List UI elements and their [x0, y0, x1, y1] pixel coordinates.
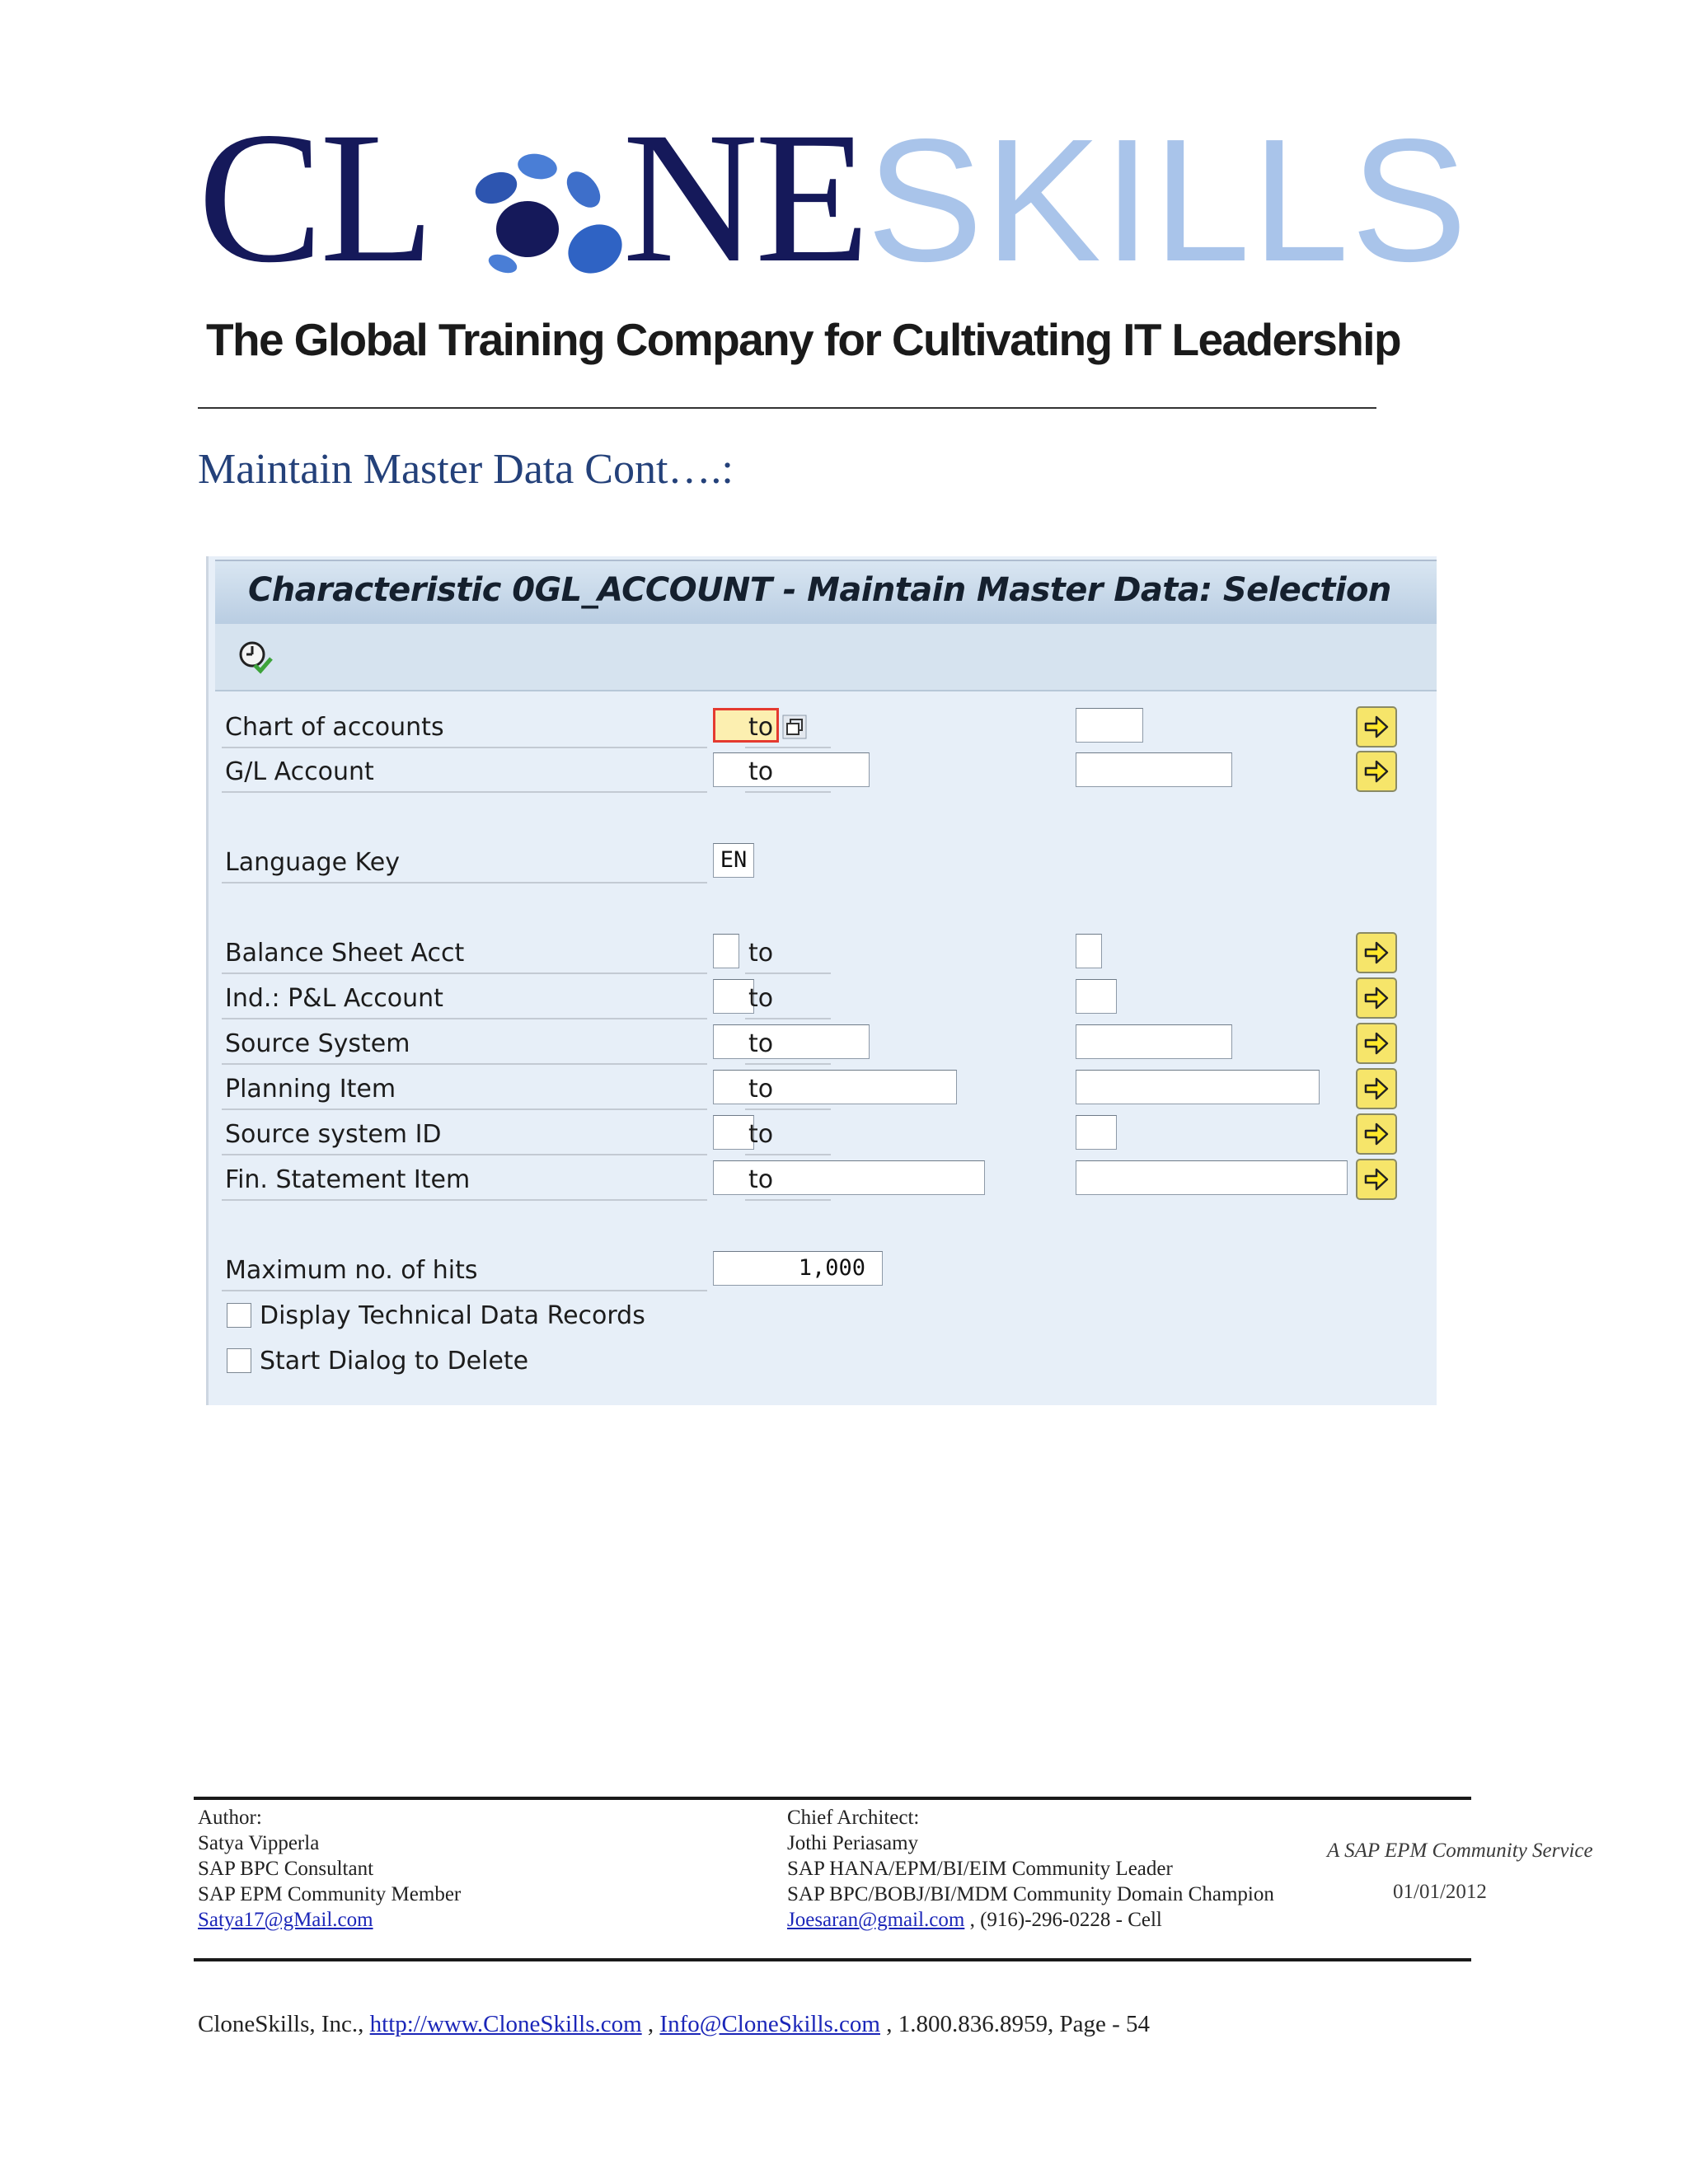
source-system-to-input[interactable]	[1076, 1024, 1232, 1059]
multiple-selection-arrow-icon[interactable]	[1356, 1113, 1397, 1155]
planning-item-to-input[interactable]	[1076, 1070, 1320, 1104]
chief-heading: Chief Architect:	[787, 1807, 920, 1829]
to-label: to	[745, 976, 831, 1019]
sap-application-toolbar	[215, 624, 1437, 691]
company-contact-line	[198, 2011, 1150, 2038]
page-heading: Maintain Master Data Cont….:	[198, 446, 734, 493]
gl-account-label: G/L Account	[222, 749, 707, 793]
header-divider	[198, 407, 1376, 409]
logo-wordmark	[198, 94, 1470, 302]
author-name: Satya Vipperla	[198, 1832, 320, 1854]
community-service-note: A SAP EPM Community Service	[1327, 1840, 1593, 1862]
row-planning-item	[222, 1066, 1425, 1111]
footer-top-divider	[194, 1797, 1471, 1800]
balance-sheet-acct-from-input[interactable]	[713, 934, 739, 968]
phone-and-page: , 1.800.836.8959, Page - 54	[879, 2011, 1151, 2037]
balance-sheet-acct-label: Balance Sheet Acct	[222, 930, 707, 974]
row-maximum-hits	[222, 1248, 1425, 1292]
multiple-selection-arrow-icon[interactable]	[1356, 977, 1397, 1019]
start-dialog-delete-checkbox[interactable]	[227, 1348, 251, 1373]
display-technical-data-checkbox[interactable]	[227, 1303, 251, 1328]
source-system-id-label: Source system ID	[222, 1112, 707, 1155]
row-display-technical-data	[222, 1293, 1425, 1338]
website-link[interactable]: http://www.CloneSkills.com	[369, 2011, 642, 2037]
chart-of-accounts-to-input[interactable]	[1076, 708, 1143, 743]
separator: ,	[641, 2011, 660, 2037]
fin-statement-item-label: Fin. Statement Item	[222, 1157, 707, 1201]
chief-phone: , (916)-296-0228 - Cell	[964, 1909, 1162, 1931]
multiple-selection-arrow-icon[interactable]	[1356, 1159, 1397, 1200]
row-language-key	[222, 840, 1425, 884]
row-chart-of-accounts	[222, 705, 1425, 749]
to-label: to	[745, 1157, 831, 1201]
display-technical-data-label: Display Technical Data Records	[260, 1301, 645, 1330]
language-key-input[interactable]: EN	[713, 843, 754, 878]
multiple-selection-arrow-icon[interactable]	[1356, 1023, 1397, 1064]
row-source-system-id	[222, 1112, 1425, 1156]
row-fin-statement-item	[222, 1157, 1425, 1202]
gl-account-to-input[interactable]	[1076, 752, 1232, 787]
start-dialog-delete-label: Start Dialog to Delete	[260, 1347, 529, 1376]
to-label: to	[745, 749, 831, 793]
chart-of-accounts-label: Chart of accounts	[222, 705, 707, 748]
author-role-2: SAP EPM Community Member	[198, 1883, 462, 1905]
planning-item-label: Planning Item	[222, 1066, 707, 1110]
tagline: The Global Training Company for Cultivating IT Leadership	[206, 314, 1400, 365]
source-system-label: Source System	[222, 1021, 707, 1065]
sap-screen-title: Characteristic 0GL_ACCOUNT - Maintain Master Data: Selection	[248, 571, 1391, 609]
sap-selection-screen	[206, 556, 1437, 1405]
row-start-dialog-delete	[222, 1338, 1425, 1383]
pl-account-indicator-label: Ind.: P&L Account	[222, 976, 707, 1019]
row-gl-account	[222, 749, 1425, 794]
author-role-1: SAP BPC Consultant	[198, 1858, 374, 1880]
row-pl-account-indicator	[222, 976, 1425, 1020]
language-key-label: Language Key	[222, 840, 707, 883]
multiple-selection-arrow-icon[interactable]	[1356, 1068, 1397, 1109]
chief-role-2: SAP BPC/BOBJ/BI/MDM Community Domain Champion	[787, 1883, 1274, 1905]
chief-role-1: SAP HANA/EPM/BI/EIM Community Leader	[787, 1858, 1173, 1880]
to-label: to	[745, 1066, 831, 1110]
fin-statement-item-to-input[interactable]	[1076, 1160, 1348, 1195]
author-block	[198, 1805, 461, 1933]
cloneskills-logo	[198, 94, 1470, 302]
maximum-hits-input[interactable]: 1,000	[713, 1251, 883, 1286]
company-name: CloneSkills, Inc.,	[198, 2011, 370, 2037]
maximum-hits-label: Maximum no. of hits	[222, 1248, 707, 1291]
pl-account-indicator-to-input[interactable]	[1076, 979, 1117, 1014]
multiple-selection-arrow-icon[interactable]	[1356, 932, 1397, 973]
to-label: to	[745, 1021, 831, 1065]
source-system-id-to-input[interactable]	[1076, 1115, 1117, 1150]
to-label: to	[745, 1112, 831, 1155]
to-label: to	[745, 705, 831, 748]
info-email-link[interactable]: Info@CloneSkills.com	[659, 2011, 880, 2037]
logo-text-cl: CL	[198, 94, 432, 302]
logo-text-ne: NE	[622, 94, 867, 302]
logo-text-skills: SKILLS	[866, 102, 1470, 298]
author-email-link[interactable]: Satya17@gMail.com	[198, 1909, 373, 1931]
row-source-system	[222, 1021, 1425, 1066]
chief-name: Jothi Periasamy	[787, 1832, 919, 1854]
multiple-selection-arrow-icon[interactable]	[1356, 751, 1397, 792]
footer-bottom-divider	[194, 1958, 1471, 1961]
to-label: to	[745, 930, 831, 974]
sap-title-bar	[215, 560, 1437, 624]
row-balance-sheet-acct	[222, 930, 1425, 975]
execute-clock-check-icon[interactable]	[237, 639, 274, 677]
chief-email-link[interactable]: Joesaran@gmail.com	[787, 1909, 965, 1931]
chief-architect-block	[787, 1805, 1274, 1933]
logo-dots-icon	[445, 124, 659, 288]
multiple-selection-arrow-icon[interactable]	[1356, 706, 1397, 748]
author-heading: Author:	[198, 1807, 262, 1829]
balance-sheet-acct-to-input[interactable]	[1076, 934, 1102, 968]
footer-date: 01/01/2012	[1393, 1881, 1487, 1903]
